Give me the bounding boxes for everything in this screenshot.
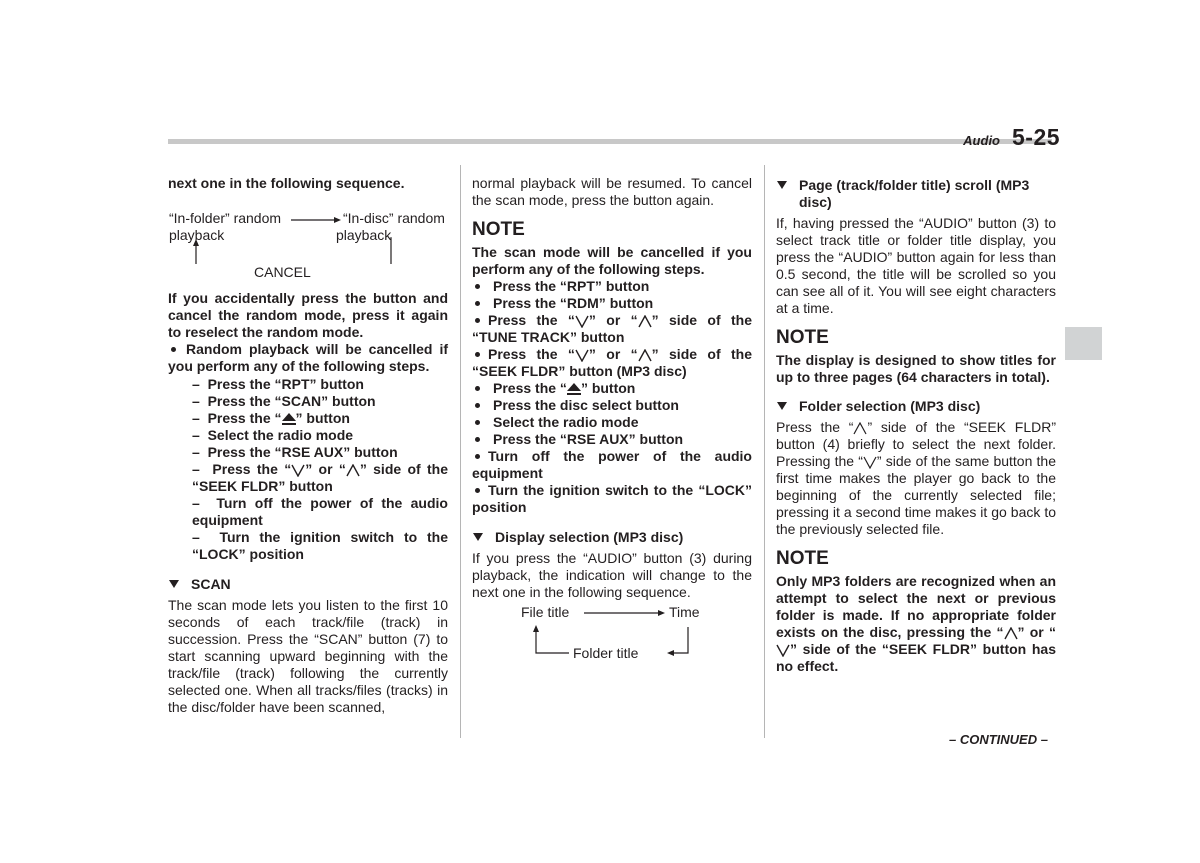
chevron-down-icon [291, 464, 305, 477]
step-item: – Press the “SCAN” button [192, 393, 376, 409]
chevron-up-icon [1004, 627, 1018, 640]
bullet-item: Press the “RDM” button [472, 295, 752, 312]
arrow-right-icon [658, 610, 665, 616]
display-sequence-diagram [472, 601, 752, 665]
step-item: – Press the “ ” or “ ” side of the “SEEK FLDR” button [192, 461, 448, 494]
note-body: The display is designed to show titles for up to three pages (64 characters in total). [776, 352, 1056, 385]
step-item: – Turn the ignition switch to the “LOCK” position [192, 529, 448, 562]
note-heading: NOTE [472, 219, 525, 240]
note-heading: NOTE [776, 327, 829, 348]
bullet-item: Press the “RPT” button [472, 278, 752, 295]
scan-body: The scan mode lets you listen to the first 10 seconds of each track/file (track) in succession. Press the “SCAN” button (7) to start scanning upward beginning with the track/file (track) following the currently selected one. When all tracks/files (tracks) in the disc/folder have been scanned, [168, 597, 448, 715]
eject-icon [282, 413, 296, 425]
scan-continued: normal playback will be resumed. To cancel the scan mode, press the button again. [472, 175, 752, 208]
arrow-right-icon [334, 217, 341, 223]
triangle-down-icon [777, 402, 787, 410]
column-1 [168, 175, 448, 716]
step-item: – Press the “RPT” button [192, 376, 364, 392]
bullet-item: Press the “ ” button [472, 380, 752, 397]
step-item: – Select the radio mode [192, 427, 354, 443]
triangle-down-icon [169, 580, 179, 588]
bullet-dot [171, 347, 176, 352]
random-cancel-note: If you accidentally press the button and cancel the random mode, press it again to reselect the random mode. [168, 290, 448, 340]
chapter-thumb-tab [1065, 327, 1102, 360]
bullet-item: Select the radio mode [472, 414, 752, 431]
diagram-right-line1: “In-disc” random [343, 210, 445, 226]
folder-body: Press the “ ” side of the “SEEK FLDR” button (4) briefly to select the next folder. Pressing the “ ” side of the same button the first time makes the player go back to the beginning of the currently selected file; pressing it a second time makes it go back to the previously selected file. [776, 419, 1056, 537]
step-item: – Press the “ ” button [192, 410, 350, 426]
note-heading: NOTE [776, 548, 829, 569]
chevron-down-icon [575, 315, 589, 328]
note-body: The scan mode will be cancelled if you perform any of the following steps. [472, 244, 752, 277]
page-number: 5-25 [1012, 124, 1061, 150]
diagram-cancel: CANCEL [254, 264, 311, 280]
bullet-item: Turn the ignition switch to the “LOCK” position [472, 482, 752, 515]
bullet-item: Press the “RSE AUX” button [472, 431, 752, 448]
continued-label: – CONTINUED – [949, 732, 1048, 747]
header-rule [168, 139, 1052, 144]
chevron-up-icon [346, 464, 360, 477]
triangle-down-icon [473, 533, 483, 541]
diagram-time: Time [669, 604, 700, 620]
chevron-down-icon [575, 349, 589, 362]
section-title: Audio [963, 133, 1000, 148]
section-heading-folder: Folder selection (MP3 disc) [776, 398, 1056, 415]
bullet-item: Random playback will be cancelled if you perform any of the following steps. [168, 341, 448, 374]
column-2 [472, 175, 752, 665]
column-3 [776, 175, 1056, 675]
random-sequence-diagram [168, 192, 448, 280]
diagram-left-line1: “In-folder” random [169, 210, 282, 226]
chevron-up-icon [638, 349, 652, 362]
section-heading-display: Display selection (MP3 disc) [472, 529, 752, 546]
page-scroll-body: If, having pressed the “AUDIO” button (3) to select track title or folder title display, you press the “AUDIO” button again for less than 0.5 second, the title will be scrolled so you can see all of it. You will see eight characters at a time. [776, 215, 1056, 316]
display-body: If you press the “AUDIO” button (3) during playback, the indication will change to the next one in the following sequence. [472, 550, 752, 600]
chevron-down-icon [776, 644, 790, 657]
diagram-folder-title: Folder title [573, 645, 639, 661]
arrow-left-icon [667, 650, 674, 656]
triangle-down-icon [777, 181, 787, 189]
step-item: – Turn off the power of the audio equipment [192, 495, 448, 528]
bullet-item: Press the “ ” or “ ” side of the “SEEK FLDR” button (MP3 disc) [472, 346, 752, 379]
bullet-item: Turn off the power of the audio equipment [472, 448, 752, 481]
section-heading-scan: SCAN [168, 576, 448, 593]
column-divider [764, 165, 765, 738]
bullet-item: Press the “ ” or “ ” side of the “TUNE TRACK” button [472, 312, 752, 345]
eject-icon [567, 383, 581, 395]
arrow-up-icon [533, 625, 539, 632]
diagram-left-line2: playback [169, 227, 225, 243]
chevron-up-icon [853, 422, 867, 435]
column-divider [460, 165, 461, 738]
chevron-down-icon [863, 456, 877, 469]
chevron-up-icon [638, 315, 652, 328]
diagram-file-title: File title [521, 604, 570, 620]
bullet-item: Press the disc select button [472, 397, 752, 414]
section-heading-page-scroll: Page (track/folder title) scroll (MP3 disc) [776, 177, 1056, 211]
diagram-right-line2: playback [336, 227, 392, 243]
step-item: – Press the “RSE AUX” button [192, 444, 398, 460]
note-body: Only MP3 folders are recognized when an attempt to select the next or previous folder is made. If no appropriate folder exists on the disc, pressing the “ ” or “” side of the “SEEK FLDR” button has no effect. [776, 573, 1056, 674]
intro-text: next one in the following sequence. [168, 175, 405, 191]
